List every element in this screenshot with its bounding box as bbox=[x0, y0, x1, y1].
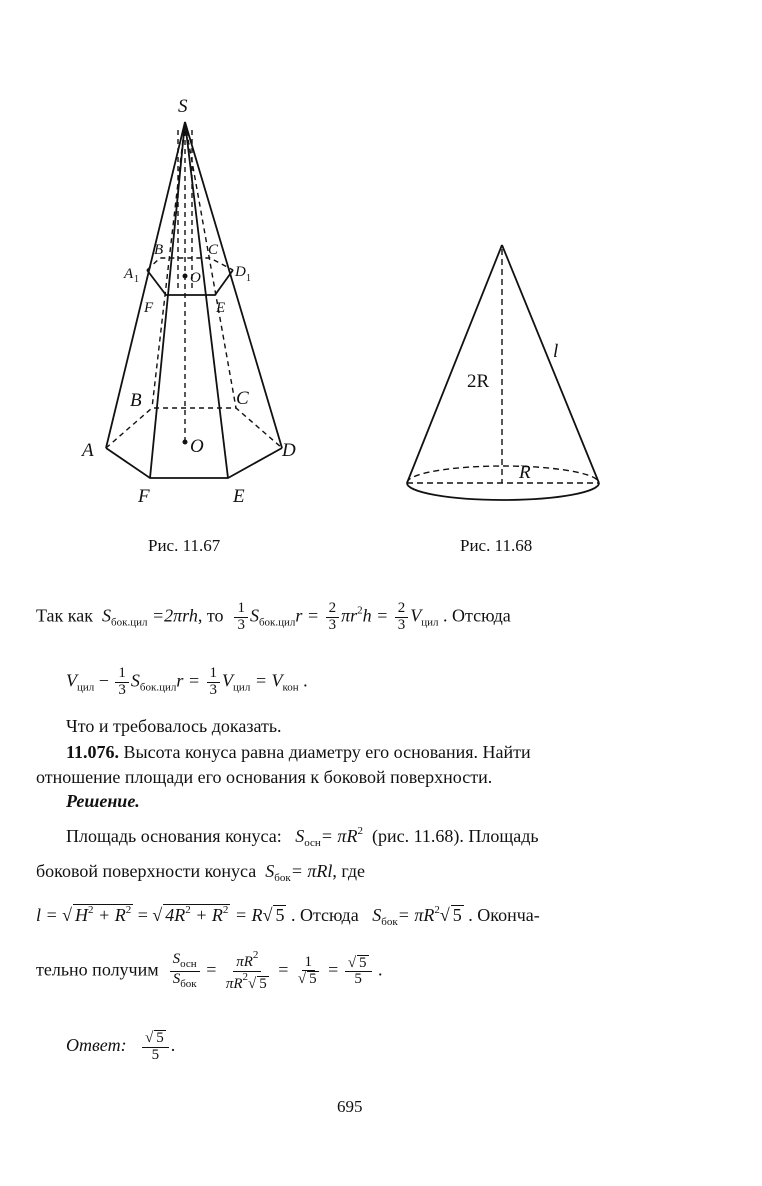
label-a: A bbox=[82, 440, 94, 461]
qed-line: Что и требовалось доказать. bbox=[66, 716, 282, 736]
answer-fraction: $\frac{√ 5}{5}$ bbox=[142, 1030, 169, 1064]
label-d: D bbox=[282, 440, 296, 461]
caption-fig-11-68: Рис. 11.68 bbox=[460, 536, 533, 555]
answer-label: Ответ: bbox=[66, 1034, 127, 1055]
formula-line-9: тельно получим $\frac{S_{осн}}{S_{бок}}$ = $\frac{\pi R^2}{\pi R^2√ 5}$ = $\frac{1}{√ 5}$ = $\frac{√ 5}{5}$ . bbox=[36, 949, 383, 992]
label-e1: E bbox=[216, 300, 226, 316]
label-o: O bbox=[190, 436, 204, 457]
svg-text:1: 1 bbox=[134, 274, 139, 285]
label-o1: O bbox=[190, 270, 201, 286]
problem-number: 11.076. bbox=[66, 742, 120, 762]
label-f1: F bbox=[144, 300, 154, 316]
solution-heading: Решение. bbox=[66, 791, 140, 811]
label-r: R bbox=[519, 462, 531, 483]
formula-line-8: l = √ $H^2 + R^2$ = √ $4R^2 + R^2 = R√$ 5 . Отсюда $S_{бок}= \pi R^2√$ 5 . Оконча- bbox=[36, 904, 540, 928]
label-b1: B bbox=[154, 242, 164, 258]
answer-line: Ответ: $\frac{√ 5}{5}$ . bbox=[66, 1030, 176, 1063]
label-d1: D bbox=[235, 264, 246, 280]
point-o1 bbox=[183, 274, 188, 279]
label-e: E bbox=[233, 486, 245, 507]
label-2r: 2R bbox=[467, 371, 490, 392]
figure-11-68 bbox=[395, 235, 615, 515]
cone-hidden-edges bbox=[407, 249, 599, 483]
label-s: S bbox=[178, 96, 188, 117]
label-a1: A bbox=[124, 266, 134, 282]
formula-line-7: боковой поверхности конуса $S_{бок}= \pi Rl$, где bbox=[36, 861, 366, 884]
label-c: C bbox=[236, 388, 249, 409]
svg-text:1: 1 bbox=[246, 273, 251, 284]
label-b: B bbox=[130, 390, 142, 411]
formula-line-1: Так как $S_{бок.цил} =2\pi rh$, то $\frac{1}{3}$ $S_{бок.цил}r$ = $\frac{2}{3}$ $\pi r^2h$ = $\frac{2}{3}$ $V_{цил}$ . Отсюда bbox=[36, 600, 511, 633]
label-f: F bbox=[138, 486, 150, 507]
page-number: 695 bbox=[337, 1097, 363, 1116]
formula-line-2: $V_{цил}$ − $\frac{1}{3}$ $S_{бок.цил}r$ = $\frac{1}{3}$ $V_{цил} = V_{кон}$ . bbox=[66, 665, 308, 698]
formula-line-6: Площадь основания конуса: $S_{осн}= \pi R^2$ (рис. 11.68). Площадь bbox=[66, 825, 539, 849]
caption-fig-11-67: Рис. 11.67 bbox=[148, 536, 221, 555]
point-o bbox=[183, 440, 188, 445]
label-l: l bbox=[553, 341, 559, 362]
cone-solid-edges bbox=[407, 245, 599, 500]
figure-11-67 bbox=[70, 90, 320, 520]
problem-line-2: отношение площади его основания к боковой поверхности. bbox=[36, 767, 493, 787]
label-c1: C bbox=[208, 242, 219, 258]
problem-line-1: 11.076. Высота конуса равна диаметру его основания. Найти bbox=[66, 742, 531, 762]
